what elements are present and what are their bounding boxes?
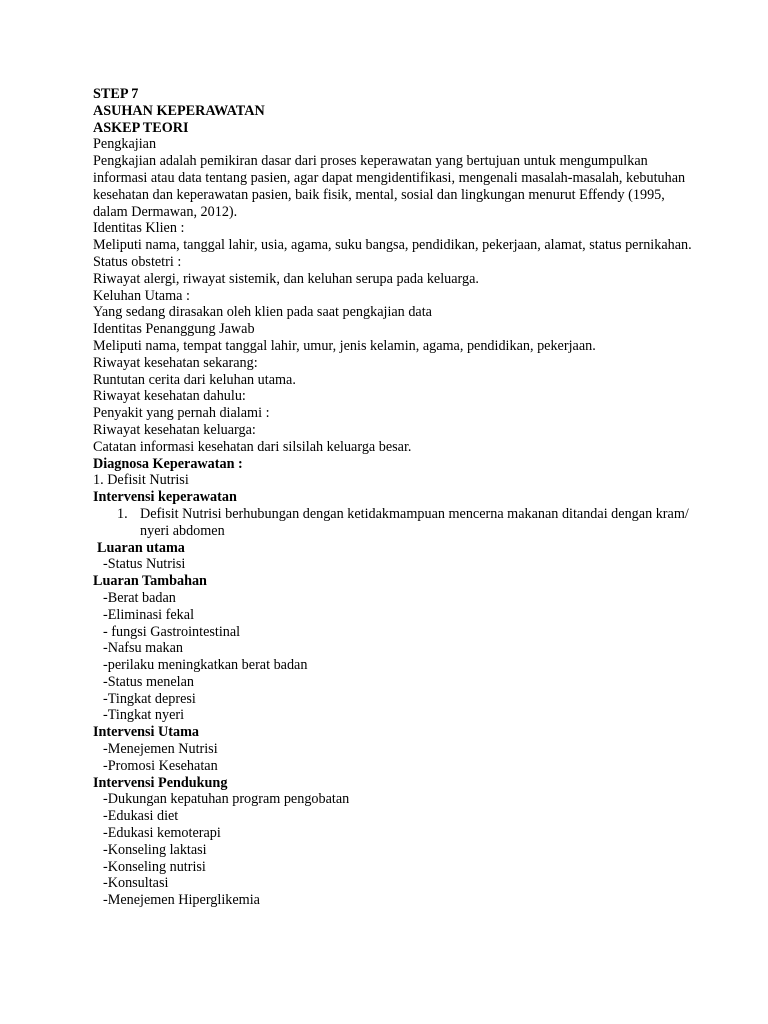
keluhan-utama-text: Yang sedang dirasakan oleh klien pada saat pengkajian data [93, 304, 432, 321]
list-item: -Status Nutrisi [103, 556, 186, 573]
riwayat-keluarga-label: Riwayat kesehatan keluarga: [93, 421, 256, 438]
list-item: -Konseling nutrisi [103, 858, 206, 875]
list-item: -Dukungan kepatuhan program pengobatan [103, 791, 350, 808]
list-item: -Edukasi kemoterapi [103, 825, 221, 842]
luaran-tambahan-list [93, 590, 693, 724]
intervensi-keperawatan-label: Intervensi keperawatan [93, 489, 237, 506]
luaran-tambahan-label: Luaran Tambahan [93, 573, 207, 590]
list-item: -Berat badan [103, 589, 176, 606]
luaran-utama-list [93, 556, 693, 573]
list-item: -Eliminasi fekal [103, 606, 195, 623]
list-item: -Edukasi diet [103, 808, 179, 825]
list-item: - fungsi Gastrointestinal [103, 623, 241, 640]
pengkajian-label: Pengkajian [93, 136, 157, 153]
list-item: -Konsultasi [103, 875, 169, 892]
list-item: -perilaku meningkatkan berat badan [103, 657, 308, 674]
list-item: -Konseling laktasi [103, 841, 207, 858]
diagnosa-label: Diagnosa Keperawatan : [93, 455, 243, 472]
luaran-utama-label: Luaran utama [97, 539, 185, 556]
document-body [93, 86, 693, 909]
list-item: -Menejemen Hiperglikemia [103, 892, 260, 909]
heading-subtitle: ASKEP TEORI [93, 119, 189, 136]
heading-title: ASUHAN KEPERAWATAN [93, 102, 265, 119]
list-item: -Menejemen Nutrisi [103, 741, 218, 758]
list-item: -Status menelan [103, 673, 195, 690]
identitas-klien-paragraph: Meliputi nama, tanggal lahir, usia, agama, suku bangsa, pendidikan, pekerjaan, alamat, status pernikahan. [93, 237, 692, 254]
intervensi-utama-list [93, 741, 693, 775]
pengkajian-paragraph: Pengkajian adalah pemikiran dasar dari proses keperawatan yang bertujuan untuk mengumpulkan informasi atau data tentang pasien, agar dapat mengidentifikasi, mengenali masalah-masalah, kebutuhan kesehatan dan keperawatan pasien, baik fisik, mental, sosial dan lingkungan menurut Effendy (1995, dalam Dermawan, 2012). [93, 153, 686, 220]
identitas-klien-label: Identitas Klien : [93, 220, 185, 237]
riwayat-sekarang-text: Runtutan cerita dari keluhan utama. [93, 371, 296, 388]
keluhan-utama-label: Keluhan Utama : [93, 287, 190, 304]
intervensi-pendukung-label: Intervensi Pendukung [93, 774, 228, 791]
intervensi-numbered-item [93, 506, 693, 540]
list-item: -Tingkat nyeri [103, 707, 185, 724]
intervensi-pendukung-list [93, 791, 693, 909]
penanggung-jawab-text: Meliputi nama, tempat tanggal lahir, umur, jenis kelamin, agama, pendidikan, pekerjaan. [93, 337, 596, 354]
list-item: -Nafsu makan [103, 640, 183, 657]
riwayat-dahulu-label: Riwayat kesehatan dahulu: [93, 388, 246, 405]
diagnosa-item: 1. Defisit Nutrisi [93, 472, 189, 489]
heading-step: STEP 7 [93, 86, 139, 102]
intervensi-utama-label: Intervensi Utama [93, 724, 199, 741]
status-obstetri-label: Status obstetri : [93, 253, 182, 270]
intervensi-item-text: Defisit Nutrisi berhubungan dengan ketidakmampuan mencerna makanan ditandai dengan kram/ nyeri abdomen [140, 505, 689, 539]
riwayat-dahulu-text: Penyakit yang pernah dialami : [93, 405, 270, 422]
list-item: -Promosi Kesehatan [103, 757, 218, 774]
list-item: -Tingkat depresi [103, 690, 196, 707]
status-obstetri-text: Riwayat alergi, riwayat sistemik, dan keluhan serupa pada keluarga. [93, 270, 479, 287]
riwayat-keluarga-text: Catatan informasi kesehatan dari silsilah keluarga besar. [93, 438, 412, 455]
penanggung-jawab-label: Identitas Penanggung Jawab [93, 321, 255, 338]
riwayat-sekarang-label: Riwayat kesehatan sekarang: [93, 354, 258, 371]
list-number: 1. [117, 505, 128, 522]
